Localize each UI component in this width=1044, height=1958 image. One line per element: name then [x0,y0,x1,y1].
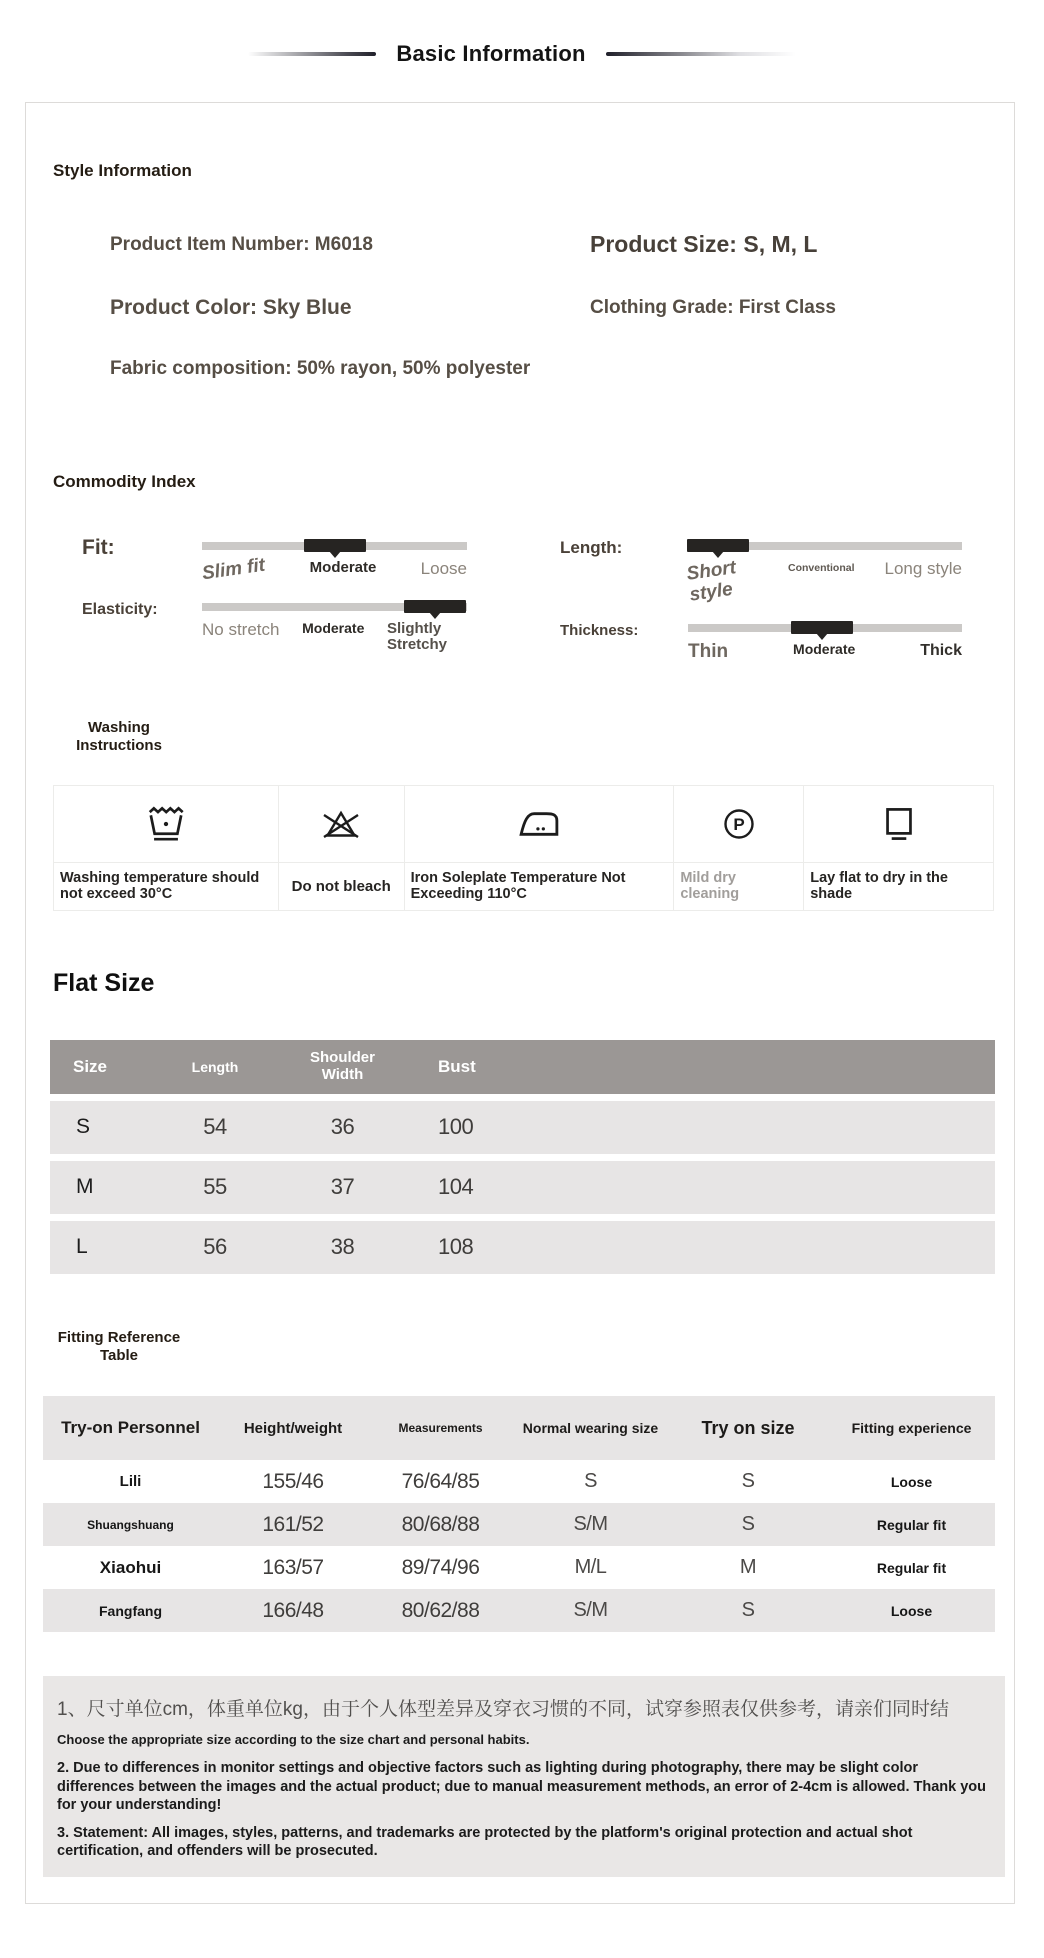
experience-cell: Loose [890,1473,933,1490]
height-weight-cell: 161/52 [262,1512,324,1536]
slider-fit [82,534,467,585]
fitting-row [43,1503,995,1546]
scale-label-min: Thin [688,640,729,662]
try-on-size-cell: S [741,1513,755,1536]
flat-size-title: Flat Size [53,968,155,997]
washing-caption: Lay flat to dry in the shade [804,862,994,910]
scale-label-max: Slightly Stretchy [387,619,448,654]
slider-track [688,542,962,550]
scale-label-mid: Moderate [302,619,365,636]
size-cell: S [76,1115,91,1139]
flat-size-table [50,1040,995,1274]
clothing-grade: Clothing Grade: First Class [590,297,836,318]
slider-fit-track-area [200,534,467,585]
bust-cell: 108 [438,1234,474,1260]
shoulder-cell: 38 [330,1234,355,1260]
try-on-size-cell: S [741,1599,755,1622]
wash-tub-30-icon [140,798,192,850]
header-cell: Normal wearing size [522,1420,659,1437]
slider-track [202,603,467,611]
slider-thickness-scale [688,642,962,663]
scale-label-max: Long style [884,559,962,578]
experience-cell: Regular fit [876,1559,947,1576]
fitting-row [43,1589,995,1632]
slider-elasticity-label: Elasticity: [82,600,158,618]
size-cell: M [76,1175,94,1199]
slider-elasticity-scale [202,621,467,654]
fabric-composition: Fabric composition: 50% rayon, 50% polyester [110,358,531,379]
flat-size-row-m [50,1161,995,1214]
scale-label-max: Thick [920,641,962,659]
slider-fit-scale [200,554,467,585]
scale-label-min: Short style [685,557,738,606]
svg-text:P: P [733,814,745,834]
header-cell: Length [191,1058,239,1075]
slider-track [202,542,467,550]
slider-thickness-label: Thickness: [560,621,639,639]
slider-length-scale [685,557,962,606]
notes-box [43,1676,1005,1877]
washing-icon-cell [404,785,674,862]
slider-track [688,624,962,632]
product-size: Product Size: S, M, L [590,231,818,257]
washing-icons-row [54,785,994,862]
note-size-units-cn: 1、尺寸单位cm，体重单位kg，由于个人体型差异及穿衣习惯的不同，试穿参照表仅供参考，请亲们同时结 [57,1699,949,1721]
height-weight-cell: 155/46 [262,1469,324,1493]
slider-fit-label: Fit: [82,536,115,559]
try-on-size-cell: S [741,1470,755,1493]
washing-instructions-table [53,785,994,911]
do-not-bleach-icon [317,800,365,848]
flat-size-header-row [50,1040,995,1094]
fitting-reference-table [43,1396,995,1632]
washing-icon-cell [54,785,279,862]
iron-icon [513,798,565,850]
product-item-number: Product Item Number: M6018 [110,233,373,255]
style-information-grid [110,231,987,380]
divider-line-left [248,52,376,56]
bust-cell: 104 [438,1174,474,1200]
shoulder-cell: 37 [330,1174,355,1200]
fitting-header-row [43,1396,995,1460]
slider-elasticity-track-area [202,595,467,654]
washing-instructions-label: Washing Instructions [76,718,162,754]
experience-cell: Loose [890,1602,933,1619]
measurements-cell: 80/68/88 [401,1512,480,1536]
commodity-index-label: Commodity Index [53,472,196,491]
personnel-cell: Shuangshuang [87,1517,174,1532]
washing-caption: Washing temperature should not exceed 30°C [54,862,279,910]
basic-information-header [0,38,1044,70]
scale-label-mid: Moderate [309,559,377,576]
washing-icon-cell [804,785,994,862]
bust-cell: 100 [438,1114,474,1140]
scale-label-min: No stretch [202,619,280,639]
height-weight-cell: 163/57 [262,1555,324,1579]
slider-indicator [791,621,853,634]
personnel-cell: Xiaohui [99,1557,162,1577]
slider-indicator [687,539,749,552]
normal-size-cell: S/M [573,1599,608,1622]
slider-indicator [404,600,466,613]
scale-label-mid: Moderate [793,640,856,657]
slider-thickness [560,616,962,663]
length-cell: 54 [203,1114,227,1140]
info-card [25,102,1015,1904]
washing-caption: Iron Soleplate Temperature Not Exceeding 110°C [404,862,674,910]
slider-column-right [560,534,962,677]
commodity-index-sliders [53,534,987,677]
length-cell: 55 [203,1174,227,1200]
normal-size-cell: M/L [574,1556,607,1579]
note-color-difference: 2. Due to differences in monitor settings and objective factors such as lighting during photography, there may be slight color differences between the images and the actual product; due to manual measurement methods, an error of 2-4cm is allowed. Thank you for your understanding! [57,1760,987,1814]
slider-length [560,534,962,606]
flat-dry-icon [874,799,924,849]
experience-cell: Regular fit [876,1516,947,1533]
header-cell: Try-on Personnel [61,1418,200,1438]
flat-size-row-s [50,1101,995,1154]
fitting-reference-label: Fitting Reference Table [57,1328,181,1365]
size-cell: L [76,1235,88,1259]
header-cell: Size [73,1056,108,1076]
divider-line-right [606,52,796,56]
header-cell: Shoulder Width [309,1049,375,1083]
personnel-cell: Lili [119,1473,142,1491]
header-cell: Bust [438,1056,476,1076]
measurements-cell: 76/64/85 [401,1469,480,1493]
personnel-cell: Fangfang [99,1602,162,1619]
measurements-cell: 80/62/88 [401,1598,480,1622]
try-on-size-cell: M [739,1556,757,1579]
washing-icon-cell [674,785,804,862]
style-information-label: Style Information [53,161,192,180]
header-cell: Measurements [398,1421,483,1436]
fitting-row [43,1546,995,1589]
slider-length-label: Length: [560,538,623,557]
fitting-row [43,1460,995,1503]
washing-caption: Mild dry cleaning [674,862,804,910]
header-cell: Try on size [701,1417,795,1438]
slider-thickness-track-area [688,616,962,663]
page-title: Basic Information [396,41,586,66]
scale-label-max: Loose [420,559,467,578]
normal-size-cell: S/M [573,1513,608,1536]
washing-caption: Do not bleach [278,862,404,910]
washing-captions-row [54,862,994,910]
note-choose-size: Choose the appropriate size according to the size chart and personal habits. [57,1732,530,1748]
flat-size-row-l [50,1221,995,1274]
header-cell: Height/weight [243,1419,343,1437]
shoulder-cell: 36 [330,1114,355,1140]
note-statement: 3. Statement: All images, styles, patterns, and trademarks are protected by the platform's original protection and actual shot certification, and offenders will be prosecuted. [57,1824,913,1860]
scale-label-min: Slim fit [200,554,267,585]
height-weight-cell: 166/48 [262,1598,324,1622]
product-color: Product Color: Sky Blue [110,296,352,319]
measurements-cell: 89/74/96 [401,1555,480,1579]
normal-size-cell: S [584,1470,597,1493]
dry-clean-p-icon [715,800,763,848]
slider-column-left [82,534,467,677]
scale-label-mid: Conventional [787,562,855,574]
washing-icon-cell [278,785,404,862]
slider-indicator [304,539,366,552]
slider-length-track-area [685,534,962,606]
header-cell: Fitting experience [851,1420,972,1437]
slider-elasticity [82,595,467,654]
length-cell: 56 [203,1234,227,1260]
